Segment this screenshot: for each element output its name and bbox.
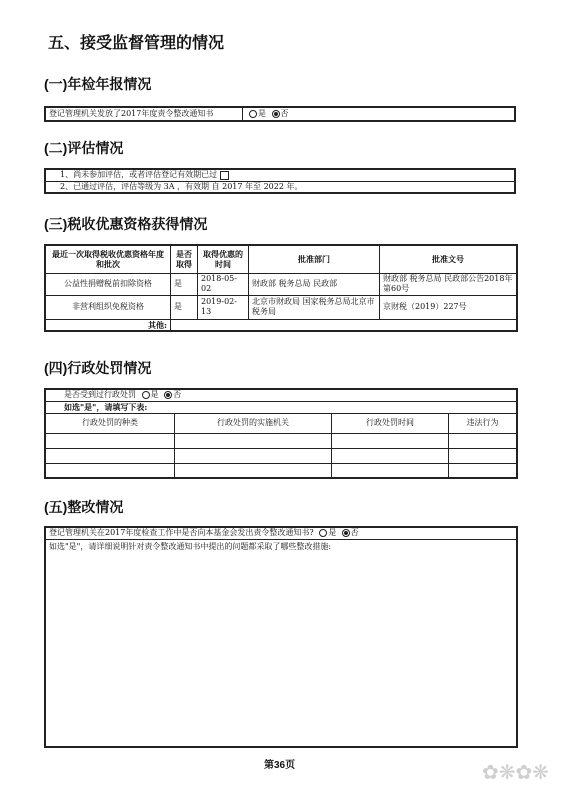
penalty-cell[interactable]: [175, 433, 332, 448]
tax-cell: 2018-05-02: [198, 273, 249, 295]
rectification-table: [44, 526, 518, 748]
tax-cell: 公益性捐赠税前扣除资格: [45, 273, 171, 295]
rectification-no-radio[interactable]: [342, 529, 350, 537]
section-title-penalty: (四)行政处罚情况: [44, 360, 152, 376]
penalty-cell[interactable]: [175, 448, 332, 463]
penalty-cell[interactable]: [449, 448, 518, 463]
evaluation-line2: 2、已通过评估，评估等级为 3A ，有效期 自 2017 年至 2022 年。: [45, 181, 515, 193]
penalty-no-label: 否: [173, 390, 182, 400]
penalty-question: 是否受到过行政处罚: [64, 390, 136, 400]
tax-cell: 是: [171, 273, 198, 295]
penalty-cell[interactable]: [449, 433, 518, 448]
section-title-rectification: (五)整改情况: [44, 499, 124, 515]
rectification-yes-radio[interactable]: [319, 529, 327, 537]
table-row: [45, 319, 517, 331]
evaluation-line1: 1、尚未参加评估，或者评估登记有效期已过: [60, 170, 218, 180]
penalty-header-violation: 违法行为: [449, 413, 518, 433]
rectification-explain-area[interactable]: [45, 539, 517, 747]
table-row: [45, 273, 517, 295]
annual-check-question: 登记管理机关发放了2017年度责令整改通知书: [45, 107, 243, 121]
penalty-header-agency: 行政处罚的实施机关: [175, 413, 332, 433]
evaluation-table: [44, 168, 516, 194]
penalty-header-time: 行政处罚时间: [332, 413, 449, 433]
tax-cell: 非营利组织免税资格: [45, 295, 171, 319]
penalty-cell[interactable]: [45, 448, 175, 463]
tax-header-doc-number: 批准文号: [380, 245, 518, 273]
penalty-fill-note: 如选"是"，请填写下表:: [45, 401, 517, 413]
annual-check-no-radio[interactable]: [272, 110, 280, 118]
penalty-yes-radio[interactable]: [142, 391, 150, 399]
annual-check-yes-label: 是: [258, 109, 266, 118]
annual-check-yes-radio[interactable]: [249, 110, 257, 118]
main-title: 五、接受监督管理的情况: [48, 35, 225, 52]
table-row: [45, 448, 517, 463]
rectification-no-label: 否: [350, 528, 359, 538]
tax-header-time: 取得优惠的时间: [198, 245, 249, 273]
tax-other-label: 其他:: [45, 319, 171, 331]
table-row: [45, 295, 517, 319]
penalty-cell[interactable]: [332, 433, 449, 448]
penalty-cell[interactable]: [332, 463, 449, 478]
rectification-yes-label: 是: [328, 528, 337, 538]
tax-cell: 2019-02-13: [198, 295, 249, 319]
tax-table: [44, 244, 518, 332]
tax-other-value[interactable]: [171, 319, 518, 331]
annual-check-table: [44, 106, 516, 122]
section-title-evaluation: (二)评估情况: [44, 140, 124, 156]
penalty-cell[interactable]: [45, 433, 175, 448]
penalty-cell[interactable]: [175, 463, 332, 478]
page-number: 第36页: [264, 760, 296, 771]
section-title-annual-check: (一)年检年报情况: [44, 76, 152, 92]
tax-cell: 是: [171, 295, 198, 319]
table-row: [45, 463, 517, 478]
penalty-yes-label: 是: [150, 390, 159, 400]
penalty-cell[interactable]: [449, 463, 518, 478]
section-title-tax: (三)税收优惠资格获得情况: [44, 216, 208, 232]
penalty-cell[interactable]: [332, 448, 449, 463]
tax-cell: 北京市财政局 国家税务总局北京市税务局: [249, 295, 380, 319]
penalty-cell[interactable]: [45, 463, 175, 478]
tax-cell: 财政部 税务总局 民政部公告2018年第60号: [380, 273, 518, 295]
penalty-table: [44, 388, 518, 479]
tax-header-department: 批准部门: [249, 245, 380, 273]
watermark-logo-icon: ✿❋✿❋: [481, 760, 549, 784]
table-row: [45, 433, 517, 448]
rectification-explain: 如选"是"，请详细说明针对责令整改通知书中提出的问题都采取了哪些整改措施:: [49, 541, 332, 551]
tax-header-obtained: 是否取得: [171, 245, 198, 273]
penalty-header-type: 行政处罚的种类: [45, 413, 175, 433]
tax-cell: 京财税（2019）227号: [380, 295, 518, 319]
evaluation-expired-checkbox[interactable]: [220, 171, 229, 180]
tax-cell: 财政部 税务总局 民政部: [249, 273, 380, 295]
penalty-no-radio[interactable]: [164, 391, 172, 399]
rectification-question: 登记管理机关在2017年度检查工作中是否向本基金会发出责令整改通知书?: [49, 528, 314, 538]
tax-header-qualification: 最近一次取得税收优惠资格年度和批次: [45, 245, 171, 273]
annual-check-no-label: 否: [280, 109, 289, 118]
